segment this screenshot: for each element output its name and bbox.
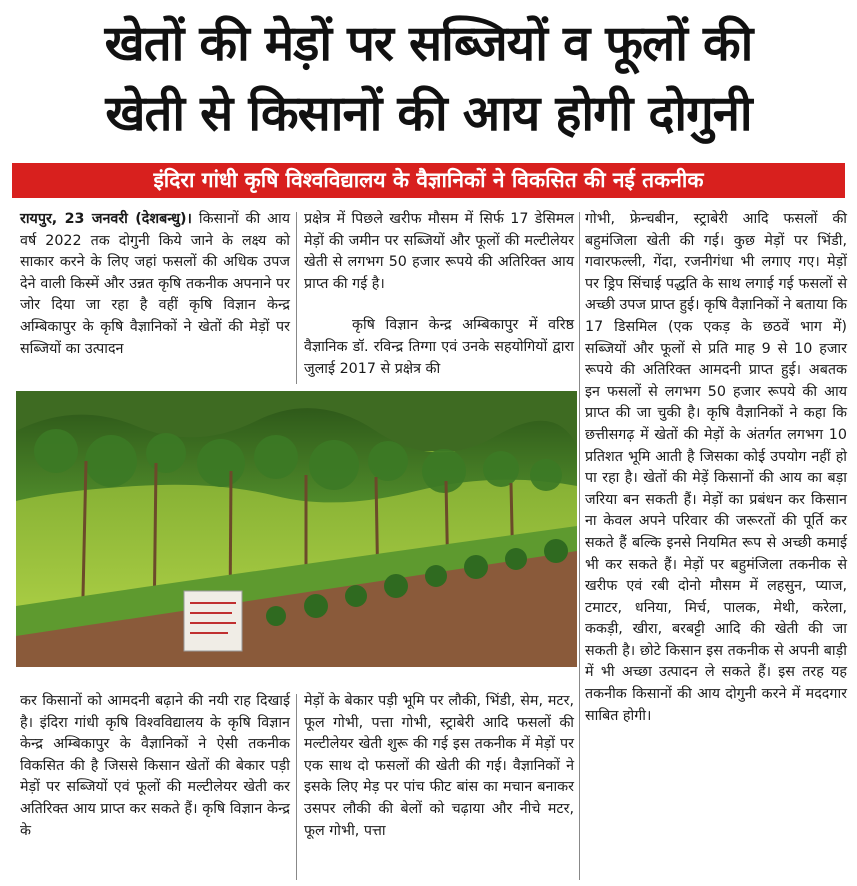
column-1-text: किसानों की आय वर्ष 2022 तक दोगुनी किये जाने के लक्ष्य को साकार करने के लिए जहां फसलों की अधिक उपज देने वाली किस्में और उन्नत कृषि तकनीक अपनाने पर जोर दिया जा रहा है वहीं कृषि विज्ञान केन्द्र अम्बिकापुर के कृषि वैज्ञानिकों ने खेतों की मेड़ों पर सब्जियों का उत्पादन [20,211,290,357]
column-2-paragraph-2: कृषि विज्ञान केन्द्र अम्बिकापुर में वरिष्ठ वैज्ञानिक डॉ. रविन्द्र तिग्गा एवं उनके सहयोगियों द्वारा जुलाई 2017 से प्रक्षेत्र की [304,317,574,377]
column-divider [296,694,297,880]
farm-photo-icon [16,391,577,667]
headline-line-2: खेती से किसानों की आय होगी दोगुनी [105,85,752,142]
column-divider [296,212,297,384]
article-column-2 [304,209,574,380]
subheadline-band: इंदिरा गांधी कृषि विश्वविद्यालय के वैज्ञानिकों ने विकसित की नई तकनीक [12,163,845,198]
article-column-4 [20,691,290,842]
column-4-text: कर किसानों को आमदनी बढ़ाने की नयी राह दिखाई है। इंदिरा गांधी कृषि विश्वविद्यालय के कृषि विज्ञान केन्द्र अम्बिकापुर के वैज्ञानिकों ने ऐसी तकनीक विकसित की है जिससे किसान खेतों की बेकार पड़ी मेड़ों पर सब्जियों एवं फूलों की मल्टीलेयर खेती कर अतिरिक्त आय प्राप्त कर सकते हैं। कृषि विज्ञान केन्द्र के [20,693,290,839]
article-column-1 [20,209,290,360]
farm-photo [16,391,577,667]
article-column-3 [585,209,847,727]
dateline: रायपुर, 23 जनवरी (देशबन्धु)। [20,211,192,227]
column-2-paragraph-1: प्रक्षेत्र में पिछले खरीफ मौसम में सिर्फ 17 डेसिमल मेड़ों की जमीन पर सब्जियों और फूलों की मल्टीलेयर खेती से लगभग 50 हजार रूपये की अतिरिक्त आय प्राप्त की गई है। [304,211,574,292]
column-3-text: गोभी, फ्रेन्चबीन, स्ट्राबेरी आदि फसलों की बहुमंजिला खेती की गई। कुछ मेड़ों पर भिंडी, गवारफल्ली, गेंदा, रजनीगंधा भी लगाए गए। मेड़ों पर ड्रिप सिंचाई पद्धति के साथ लगाई गई फसलों से अच्छी उपज प्राप्त हुई। कृषि वैज्ञानिकों ने बताया कि 17 डिसमिल (एक एकड़ के छठवें भाग में) सब्जियों और फूलों से प्रति माह 9 से 10 हजार रूपये की अतिरिक्त आमदनी प्राप्त हुई। अबतक इन फसलों से लगभग 50 हजार रूपये की आय प्राप्त की जा चुकी है। कृषि वैज्ञानिकों ने कहा कि छत्तीसगढ़ में खेतों की मेड़ों के अंतर्गत लगभग 10 प्रतिशत भूमि आती है जिसका कोई उपयोग नहीं हो पा रहा है। खेतों की मेड़ें किसानों की आय का बड़ा जरिया बन सकती हैं। मेड़ों का प्रबंधन कर किसान ना केवल अपने परिवार की जरूरतों की पूर्ति कर सकते हैं बल्कि इनसे नियमित रूप से अच्छी कमाई भी कर सकते हैं। मेड़ों पर बहुमंजिला तकनीक से खरीफ एवं रबी दोनो मौसम में लहसुन, प्याज, टमाटर, धनिया, मिर्च, पालक, मेथी, करेला, ककड़ी, खीरा, बरबट्टी आदि की खेती की जा सकती है। छोटे किसान इस तकनीक से अपनी बाड़ी में भी अच्छा उत्पादन ले सकते हैं। इस तरह यह तकनीक किसानों की आय दोगुनी करने में मददगार साबित होगी। [585,211,847,724]
column-5-text: मेड़ों के बेकार पड़ी भूमि पर लौकी, भिंडी, सेम, मटर, फूल गोभी, पत्ता गोभी, स्ट्राबेरी आदि फसलों की मल्टीलेयर खेती शुरू की गई इस तकनीक में मेड़ों पर एक साथ दो फसलों की खेती की गई। वैज्ञानिकों ने इसके लिए मेड़ पर पांच फीट बांस का मचान बनाकर उसपर लौकी की बेलों को चढ़ाया और नीचे मटर, फूल गोभी, पत्ता [304,693,574,839]
column-divider [579,212,580,880]
article-column-5 [304,691,574,842]
headline-line-1: खेतों की मेड़ों पर सब्जियों व फूलों की [104,15,753,72]
